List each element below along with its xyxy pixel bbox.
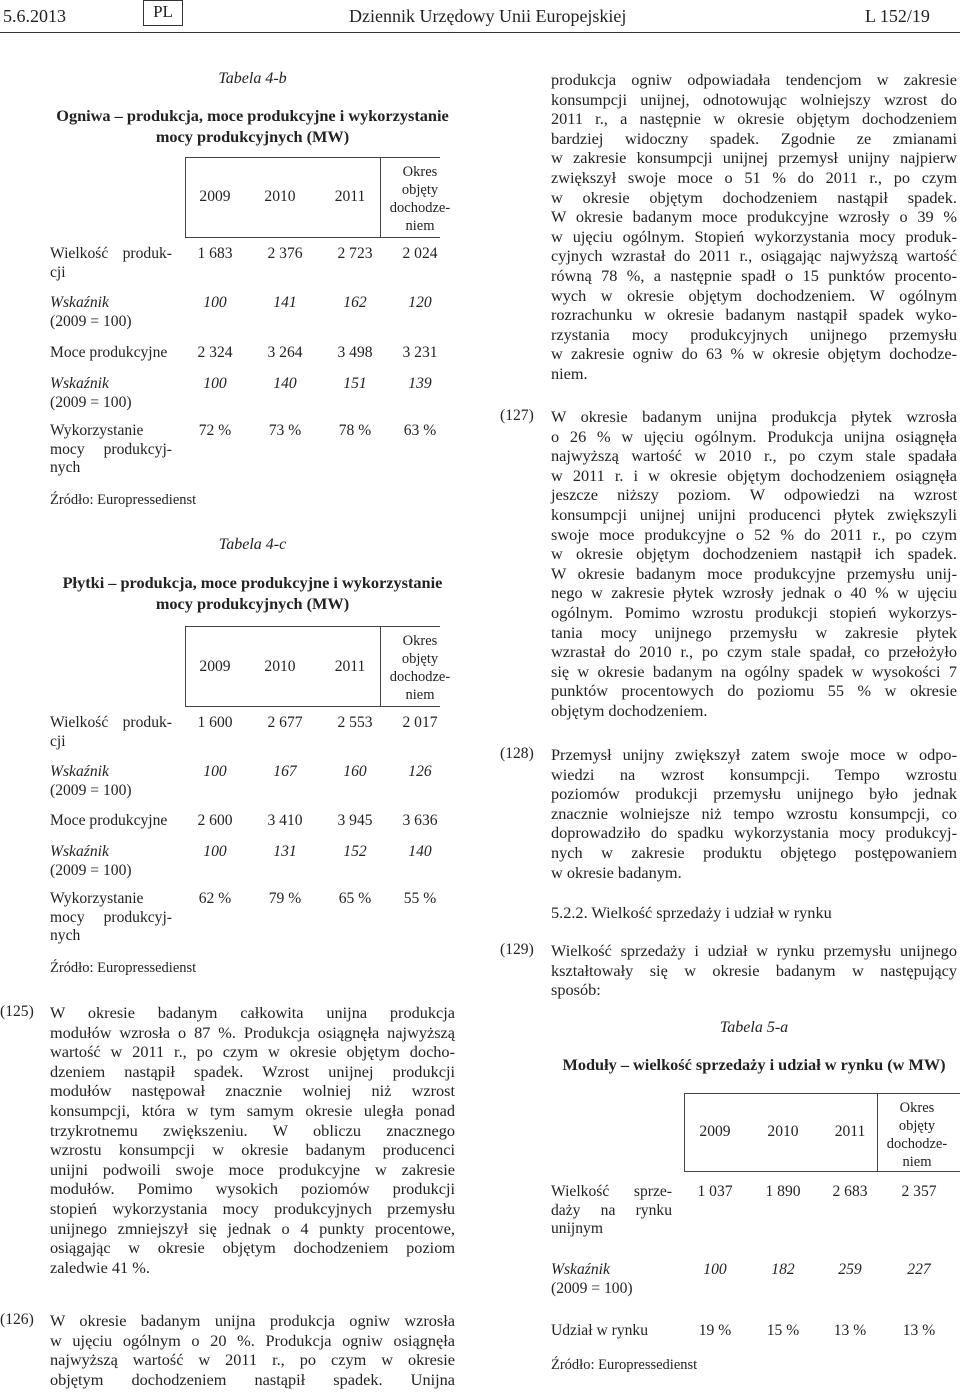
row-label-line: Wykorzystanie: [50, 422, 144, 439]
text-line: konsumpcji, która w tym samym okresie uległa ponad: [50, 1100, 455, 1120]
text-line: o 26 % w ujęciu ogólnym. Produkcja unijna osiągnęła: [551, 426, 957, 446]
table-cell: 2 024: [402, 245, 438, 262]
text-line: W okresie badanym całkowita unijna produkcja: [50, 1003, 455, 1022]
row-label: [551, 1183, 672, 1239]
table-cell: 100: [203, 763, 227, 780]
row-label-line: (2009 = 100): [50, 861, 132, 879]
period-header-line: niem: [902, 1154, 932, 1170]
text-line: produkcja ogniw odpowiadała tendencjom w zakresie: [551, 70, 957, 89]
text-line: wzrastał do 2010 r., po czym stale spadał, co przełożyło: [551, 642, 957, 662]
row-label: [50, 422, 172, 478]
paragraph-number: (127): [500, 407, 534, 424]
text-line: modułów następował znacznie wolniej niż wzrost: [50, 1081, 455, 1101]
table-title: [50, 572, 455, 614]
table-cell: 2 553: [337, 714, 373, 731]
row-label-line: unijnym: [551, 1220, 603, 1237]
row-label-line: Wskaźnik: [551, 1261, 610, 1278]
table-cell: 13 %: [902, 1322, 936, 1339]
header-date: 5.6.2013: [3, 6, 66, 26]
table-cell: 259: [838, 1261, 862, 1278]
text-line: kształtowały się w okresie badanym w następujący: [551, 960, 957, 980]
text-line: nego w zakresie płytek wzrosły jednak o 40 % w ujęciu: [551, 583, 957, 603]
text-line: w okresie objętym dochodzeniem nastąpił spadek.: [551, 187, 957, 207]
text-line: stopień wykorzystania mocy produkcyjnych przemysłu: [50, 1198, 455, 1218]
text-line: 2011 r., a następnie w okresie objętym dochodzeniem: [551, 109, 957, 129]
table-cell: 62 %: [198, 890, 232, 907]
column-header-period: [380, 632, 460, 704]
text-line: osiągając w okresie objętym dochodzeniem poziom: [50, 1238, 455, 1258]
table-source: Źródło: Europressedienst: [50, 960, 197, 976]
table-cell: 1 683: [197, 245, 233, 262]
table-cell: 120: [408, 294, 432, 311]
table-title-line: mocy produkcyjnych (MW): [155, 127, 350, 146]
column-header: 2010: [767, 1123, 799, 1140]
header-rule: [0, 32, 960, 33]
text-line: wiedzi na wzrost konsumpcji. Tempo wzrostu: [551, 764, 957, 784]
text-line: modułów wzrosła o 87 %. Produkcja osiągnęła najwyższą: [50, 1022, 455, 1042]
table-cell: 162: [343, 294, 367, 311]
text-line: sposób:: [551, 980, 601, 1000]
text-line: w ujęciu ogólnym o 20 %. Produkcja ogniw osiągnęła: [50, 1330, 455, 1350]
text-line: doprowadziło do spadku wykorzystania mocy produkcyj-: [551, 823, 957, 843]
paragraph-text: [551, 941, 957, 1000]
table-cell: 2 376: [267, 245, 303, 262]
table-cell: 78 %: [338, 422, 372, 439]
column-header: 2011: [334, 188, 366, 205]
table-cell: 1 890: [765, 1183, 801, 1200]
period-header-line: dochodze-: [886, 1136, 948, 1152]
row-label-line: Wielkość produk-: [50, 245, 172, 262]
paragraph-text: [50, 1003, 455, 1277]
row-label-line: Udział w rynku: [551, 1322, 649, 1339]
table-cell: 126: [408, 763, 432, 780]
table-cell: 141: [273, 294, 297, 311]
row-label-line: (2009 = 100): [551, 1279, 633, 1297]
text-line: w zakresie ogniw do 63 % w okresie objętym dochodze-: [551, 344, 957, 364]
period-header-line: Okres: [402, 633, 438, 649]
column-header: 2011: [334, 658, 366, 675]
table-cell: 100: [703, 1261, 727, 1278]
text-line: modułów. Pomimo wysokich poziomów produkcji: [50, 1179, 455, 1199]
text-line: jeszcze niższy poziom. W odpowiedzi na wzrost: [551, 485, 957, 505]
table-cell: 2 017: [402, 714, 438, 731]
row-label-line: (2009 = 100): [50, 393, 132, 411]
table-title: [50, 105, 455, 147]
text-line: W okresie badanym unijna produkcja ogniw wzrosła: [50, 1311, 455, 1330]
period-header-line: objęty: [898, 1118, 936, 1134]
table-rule: [185, 157, 186, 237]
row-label: [551, 1322, 681, 1341]
table-cell: 3 636: [402, 812, 438, 829]
table-cell: 3 264: [267, 344, 303, 361]
paragraph-number: (128): [500, 745, 534, 762]
row-label: [50, 763, 180, 800]
paragraph-text: [551, 407, 957, 721]
row-label: [50, 890, 172, 946]
table-cell: 73 %: [268, 422, 302, 439]
row-label-line: Wskaźnik: [50, 763, 109, 780]
row-label-line: Wielkość sprze-: [551, 1183, 672, 1200]
table-rule: [185, 157, 440, 158]
table-caption: Tabela 5-a: [719, 1019, 789, 1036]
table-rule: [684, 1093, 685, 1171]
text-line: W okresie badanym unijna produkcja płytek wzrosła: [551, 407, 957, 426]
table-rule: [684, 1093, 960, 1094]
table-cell: 182: [771, 1261, 795, 1278]
table-rule: [185, 626, 440, 627]
column-header-period: [380, 163, 460, 235]
row-label-line: Moce produkcyjne: [50, 344, 168, 361]
table-cell: 100: [203, 843, 227, 860]
table-cell: 65 %: [338, 890, 372, 907]
text-line: konsumpcji unijnej, odnotowując wolniejszy wzrost do: [551, 89, 957, 109]
paragraph-number: (126): [0, 1311, 34, 1328]
row-label-line: Wskaźnik: [50, 843, 109, 860]
table-rule: [185, 626, 186, 706]
table-cell: 167: [273, 763, 297, 780]
text-line: w zakresie konsumpcji unijnej przemysł unijny najpierw: [551, 148, 957, 168]
table-cell: 3 498: [337, 344, 373, 361]
period-header-line: niem: [405, 218, 435, 234]
text-line: punktów procentowych do poziomu 55 % w okresie: [551, 681, 957, 701]
period-header-line: objęty: [401, 182, 439, 198]
table-cell: 100: [203, 294, 227, 311]
text-line: w ujęciu ogólnym. Stopień wykorzystania mocy produk-: [551, 226, 957, 246]
column-header: 2010: [264, 188, 296, 205]
table-cell: 2 600: [197, 812, 233, 829]
text-line: wzrostu konsumpcji w okresie badanym producenci: [50, 1140, 455, 1160]
text-line: znacznie wolniejsze niż tempo wzrostu konsumpcji, co: [551, 803, 957, 823]
table-title: Moduły – wielkość sprzedaży i udział w rynku (w MW): [562, 1055, 946, 1074]
table-cell: 3 231: [402, 344, 438, 361]
table-cell: 79 %: [268, 890, 302, 907]
text-line: wych w okresie objętym dochodzeniem. W ogólnym: [551, 285, 957, 305]
table-cell: 140: [273, 375, 297, 392]
text-line: unijni podwoili swoje moce produkcyjne w zakresie: [50, 1159, 455, 1179]
table-cell: 2 677: [267, 714, 303, 731]
table-caption: Tabela 4-c: [218, 536, 287, 553]
row-label-line: mocy produkcyj-: [50, 908, 172, 926]
text-line: cyjnych wzrastał do 2011 r., osiągając najwyższą wartość: [551, 246, 957, 266]
paragraph-number: (129): [500, 941, 534, 958]
text-line: w 2011 r. i w okresie objętym dochodzeniem osiągnęła: [551, 465, 957, 485]
table-cell: 3 945: [337, 812, 373, 829]
column-header: 2010: [264, 658, 296, 675]
row-label-line: cji: [50, 263, 66, 281]
text-line: równą 78 %, a następnie spadł o 15 punktów procento-: [551, 265, 957, 285]
paragraph-number: (125): [0, 1003, 34, 1020]
period-header-line: niem: [405, 687, 435, 703]
period-header-line: dochodze-: [389, 200, 451, 216]
period-header-line: Okres: [899, 1100, 935, 1116]
text-line: nych w zakresie produktu objętego postępowaniem: [551, 842, 957, 862]
row-label-line: Wskaźnik: [50, 294, 109, 311]
table-cell: 2 324: [197, 344, 233, 361]
text-line: ogólnym. Pomimo wzrostu produkcji stopień wykorzys-: [551, 602, 957, 622]
period-header-line: Okres: [402, 164, 438, 180]
table-cell: 1 037: [697, 1183, 733, 1200]
text-line: w okresie badanym.: [551, 862, 682, 882]
table-cell: 19 %: [698, 1322, 732, 1339]
column-header: 2009: [699, 1123, 731, 1140]
text-line: tania mocy unijnego przemysłu w zakresie płytek: [551, 622, 957, 642]
table-cell: 63 %: [403, 422, 437, 439]
text-line: najwyższą wartość w 2011 r., po czym w okresie: [50, 1350, 455, 1370]
table-cell: 152: [343, 843, 367, 860]
row-label-line: (2009 = 100): [50, 312, 132, 330]
row-label: [50, 344, 190, 363]
column-header: 2011: [834, 1123, 866, 1140]
table-cell: 1 600: [197, 714, 233, 731]
paragraph-text: [551, 745, 957, 882]
row-label-line: Wskaźnik: [50, 375, 109, 392]
text-line: swoje moce produkcyjne o 52 % do 2011 r., po czym: [551, 524, 957, 544]
table-cell: 100: [203, 375, 227, 392]
row-label-line: (2009 = 100): [50, 781, 132, 799]
row-label: [50, 843, 180, 880]
column-header: 2009: [199, 188, 231, 205]
text-line: Przemysł unijny zwiększył zatem swoje moce w odpo-: [551, 745, 957, 764]
paragraph-text: [50, 1311, 455, 1389]
table-cell: 13 %: [833, 1322, 867, 1339]
table-caption: Tabela 4-b: [218, 70, 287, 87]
table-title-line: Ogniwa – produkcja, moce produkcyjne i wykorzystanie: [56, 106, 449, 125]
header-journal-title: Dziennik Urzędowy Unii Europejskiej: [349, 6, 627, 26]
table-cell: 140: [408, 843, 432, 860]
table-rule: [684, 1171, 960, 1172]
table-cell: 2 683: [832, 1183, 868, 1200]
row-label-line: nych: [50, 459, 81, 476]
text-line: rozrachunku w okresie badanym nastąpił spadek wyko-: [551, 305, 957, 325]
row-label-line: Moce produkcyjne: [50, 812, 168, 829]
text-line: bardziej widoczny spadek. Zgodnie ze zmianami: [551, 128, 957, 148]
table-cell: 131: [273, 843, 297, 860]
row-label: [551, 1261, 681, 1298]
text-line: się w okresie badanym na ogólny spadek w wysokości 7: [551, 661, 957, 681]
text-line: dzeniem nastąpił spadek. Wzrost unijnej produkcji: [50, 1061, 455, 1081]
column-header: 2009: [199, 658, 231, 675]
row-label: [50, 714, 172, 751]
table-cell: 72 %: [198, 422, 232, 439]
text-line: wartość w 2011 r., po czym w okresie objętym docho-: [50, 1042, 455, 1062]
table-rule: [185, 237, 440, 238]
table-cell: 151: [343, 375, 367, 392]
table-source: Źródło: Europressedienst: [551, 1357, 698, 1373]
table-cell: 15 %: [766, 1322, 800, 1339]
text-line: W okresie badanym moce produkcyjne wzrosły o 39 %: [551, 207, 957, 227]
table-cell: 227: [907, 1261, 931, 1278]
text-line: poziomów produkcji przemysłu unijnego było jednak: [551, 784, 957, 804]
table-rule: [185, 706, 440, 707]
table-cell: 2 723: [337, 245, 373, 262]
text-line: objętym dochodzeniem nastąpił spadek. Unijna: [50, 1369, 455, 1389]
row-label: [50, 812, 190, 831]
text-line: niem.: [551, 363, 588, 383]
row-label-line: Wielkość produk-: [50, 714, 172, 731]
table-source: Źródło: Europressedienst: [50, 492, 197, 508]
text-line: konsumpcji unijnej unijni producenci płytek zwiększyli: [551, 504, 957, 524]
period-header-line: objęty: [401, 651, 439, 667]
text-line: zaledwie 41 %.: [50, 1257, 150, 1277]
row-label-line: mocy produkcyj-: [50, 440, 172, 458]
text-line: w okresie objętym dochodzeniem nastąpił ich spadek.: [551, 544, 957, 564]
table-cell: 139: [408, 375, 432, 392]
table-cell: 3 410: [267, 812, 303, 829]
column-header-period: [877, 1099, 957, 1171]
row-label: [50, 245, 172, 282]
text-line: objętym dochodzeniem.: [551, 700, 708, 720]
table-title-line: mocy produkcyjnych (MW): [155, 594, 350, 613]
table-cell: 2 357: [901, 1183, 937, 1200]
header-page-number: L 152/19: [865, 6, 930, 26]
table-cell: 160: [343, 763, 367, 780]
header-language-box: PL: [143, 0, 183, 26]
text-line: zwiększył swoje moce o 51 % do 2011 r., po czym: [551, 167, 957, 187]
text-line: Wielkość sprzedaży i udział w rynku przemysłu unijnego: [551, 941, 957, 960]
table-title-line: Płytki – produkcja, moce produkcyjne i wykorzystanie: [62, 573, 443, 592]
period-header-line: dochodze-: [389, 669, 451, 685]
row-label-line: Wykorzystanie: [50, 890, 144, 907]
row-label-line: cji: [50, 732, 66, 750]
text-line: W okresie badanym moce produkcyjne przemysłu unij-: [551, 563, 957, 583]
text-line: najwyższą wartość w 2010 r., po czym stale spadała: [551, 446, 957, 466]
section-heading: 5.2.2. Wielkość sprzedaży i udział w rynku: [551, 903, 832, 922]
text-line: trzykrotnemu zwiększeniu. W obliczu znacznego: [50, 1120, 455, 1140]
paragraph-text: [551, 70, 957, 384]
row-label-line: daży na rynku: [551, 1201, 672, 1219]
text-line: rzystania mocy produkcyjnych unijnego przemysłu: [551, 324, 957, 344]
table-cell: 55 %: [403, 890, 437, 907]
row-label: [50, 294, 180, 331]
page-header: [0, 0, 960, 40]
text-line: unijnego zmniejszył się jednak o 4 punkty procentowe,: [50, 1218, 455, 1238]
row-label-line: nych: [50, 927, 81, 944]
row-label: [50, 375, 180, 412]
